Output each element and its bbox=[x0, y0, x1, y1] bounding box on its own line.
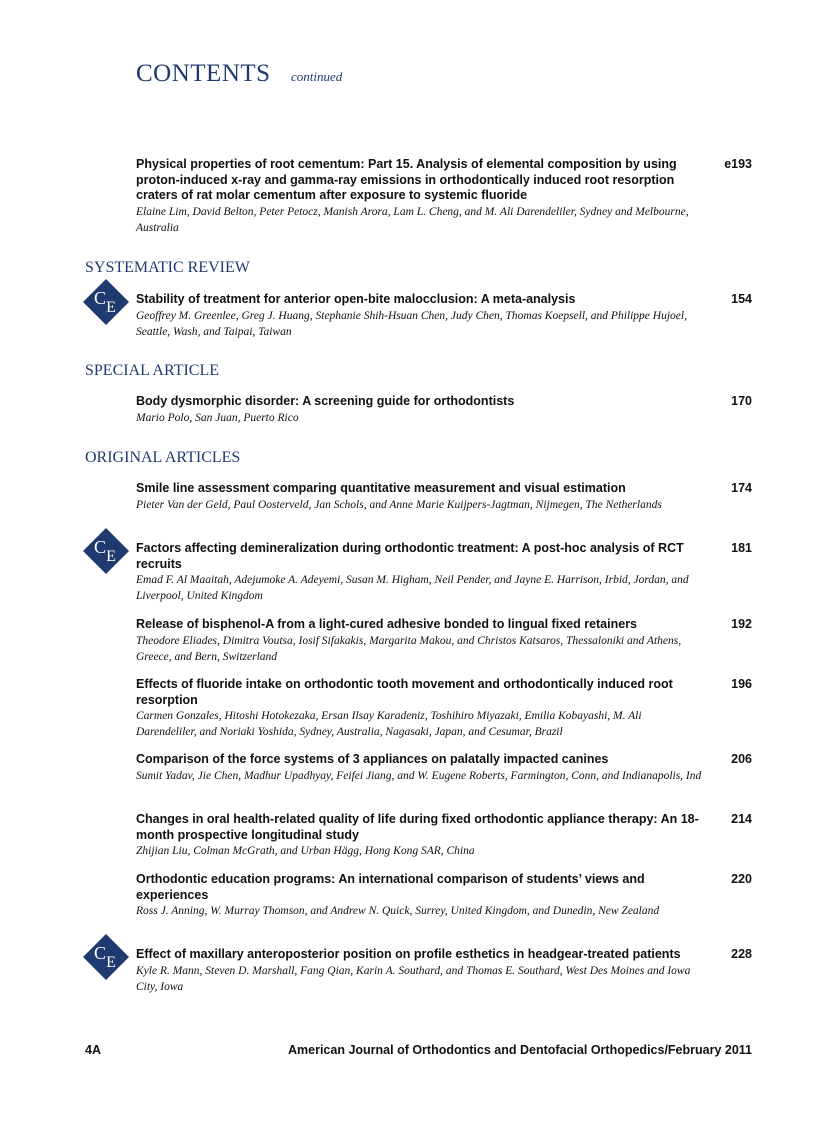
toc-entry[interactable] bbox=[136, 812, 752, 859]
article-title: Release of bisphenol-A from a light-cured adhesive bonded to lingual fixed retainers bbox=[136, 617, 638, 631]
article-authors: Mario Polo, San Juan, Puerto Rico bbox=[136, 411, 299, 424]
article-title: Stability of treatment for anterior open-bite malocclusion: A meta-analysis bbox=[136, 292, 576, 306]
toc-entry[interactable] bbox=[136, 617, 752, 665]
article-title: Changes in oral health-related quality of life during fixed orthodontic appliance therapy: An 18-month prospective longitudinal study bbox=[136, 812, 699, 842]
section-heading-original-articles: ORIGINAL ARTICLES bbox=[85, 449, 241, 466]
article-page-number: 214 bbox=[731, 812, 752, 826]
article-authors: Carmen Gonzales, Hitoshi Hotokezaka, Ersan Ilsay Karadeniz, Toshihiro Miyazaki, Emilia Kobayashi, M. Ali Darendeliler, and Noriaki Yoshida, Sydney, Australia, Nagasaki, Japan, and Cesumar, Brazil bbox=[136, 710, 642, 738]
toc-entry[interactable] bbox=[136, 872, 752, 919]
page-header bbox=[136, 60, 342, 88]
article-authors: Pieter Van der Geld, Paul Oosterveld, Jan Schols, and Anne Marie Kuijpers-Jagtman, Nijmegen, The Netherlands bbox=[136, 498, 662, 511]
article-title: Comparison of the force systems of 3 appliances on palatally impacted canines bbox=[136, 752, 609, 766]
article-title: Effects of fluoride intake on orthodontic tooth movement and orthodontically induced root resorption bbox=[136, 677, 673, 707]
ce-diamond-icon bbox=[83, 934, 129, 980]
toc-entry[interactable] bbox=[136, 677, 752, 740]
article-page-number: 196 bbox=[731, 677, 752, 691]
toc-entry[interactable] bbox=[136, 292, 752, 340]
article-title: Physical properties of root cementum: Part 15. Analysis of elemental composition by using proton-induced x-ray and gamma-ray emissions in orthodontically induced root resorption craters of rat molar cementum after exposure to systemic fluoride bbox=[136, 157, 677, 202]
article-authors: Theodore Eliades, Dimitra Voutsa, Iosif Sifakakis, Margarita Makou, and Christos Katsaros, Thessaloniki and Athens, Greece, and Bern, Switzerland bbox=[136, 634, 682, 663]
toc-entry[interactable] bbox=[136, 947, 752, 995]
section-heading-special-article: SPECIAL ARTICLE bbox=[85, 362, 220, 379]
page-title: CONTENTS bbox=[136, 60, 271, 87]
article-page-number: 170 bbox=[731, 394, 752, 408]
article-page-number: 154 bbox=[731, 292, 752, 306]
ce-letter-e: E bbox=[106, 299, 116, 316]
article-title: Orthodontic education programs: An international comparison of students’ views and experiences bbox=[136, 872, 645, 902]
article-page-number: e193 bbox=[724, 157, 752, 171]
article-page-number: 181 bbox=[731, 541, 752, 555]
ce-letter-e: E bbox=[106, 548, 116, 565]
article-authors: Geoffrey M. Greenlee, Greg J. Huang, Stephanie Shih-Hsuan Chen, Judy Chen, Thomas Koepsell, and Philippe Hujoel, Seattle, Wash, and Taipai, Taiwan bbox=[136, 309, 687, 338]
article-title: Smile line assessment comparing quantitative measurement and visual estimation bbox=[136, 481, 626, 495]
ce-letter-e: E bbox=[106, 954, 116, 971]
ce-letter-c: C bbox=[93, 288, 107, 308]
article-page-number: 192 bbox=[731, 617, 752, 631]
footer-journal-title: American Journal of Orthodontics and Dentofacial Orthopedics/February 2011 bbox=[288, 1043, 752, 1057]
section-heading-systematic-review: SYSTEMATIC REVIEW bbox=[85, 259, 250, 276]
article-page-number: 220 bbox=[731, 872, 752, 886]
article-title: Effect of maxillary anteroposterior position on profile esthetics in headgear-treated patients bbox=[136, 947, 681, 961]
ce-letter-c: C bbox=[93, 943, 107, 963]
article-authors: Kyle R. Mann, Steven D. Marshall, Fang Qian, Karin A. Southard, and Thomas E. Southard, West Des Moines and Iowa City, Iowa bbox=[136, 964, 691, 993]
article-page-number: 228 bbox=[731, 947, 752, 961]
toc-entry[interactable] bbox=[136, 394, 752, 426]
article-authors: Ross J. Anning, W. Murray Thomson, and Andrew N. Quick, Surrey, United Kingdom, and Dunedin, New Zealand bbox=[136, 905, 660, 917]
ce-diamond-icon bbox=[83, 528, 129, 574]
article-authors: Emad F. Al Maaitah, Adejumoke A. Adeyemi, Susan M. Higham, Neil Pender, and Jayne E. Harrison, Irbid, Jordan, and Liverpool, United Kingdom bbox=[136, 574, 689, 602]
article-authors: Sumit Yadav, Jie Chen, Madhur Upadhyay, Feifei Jiang, and W. Eugene Roberts, Farmington, Conn, and Indianapolis, Ind bbox=[136, 769, 702, 782]
toc-entry[interactable] bbox=[136, 541, 752, 604]
toc-entry[interactable] bbox=[136, 157, 752, 236]
ce-diamond-icon bbox=[83, 279, 129, 325]
article-title: Factors affecting demineralization during orthodontic treatment: A post-hoc analysis of RCT recruits bbox=[136, 541, 684, 571]
toc-entry[interactable] bbox=[136, 752, 752, 784]
footer-page-number: 4A bbox=[85, 1043, 101, 1057]
article-title: Body dysmorphic disorder: A screening guide for orthodontists bbox=[136, 394, 515, 408]
ce-letter-c: C bbox=[93, 537, 107, 557]
article-page-number: 206 bbox=[731, 752, 752, 766]
toc-entry[interactable] bbox=[136, 481, 752, 513]
article-authors: Elaine Lim, David Belton, Peter Petocz, Manish Arora, Lam L. Cheng, and M. Ali Darendeliler, Sydney and Melbourne, Australia bbox=[136, 205, 689, 234]
article-page-number: 174 bbox=[731, 481, 752, 495]
page-subtitle: continued bbox=[291, 69, 343, 84]
article-authors: Zhijian Liu, Colman McGrath, and Urban Hägg, Hong Kong SAR, China bbox=[136, 845, 475, 857]
